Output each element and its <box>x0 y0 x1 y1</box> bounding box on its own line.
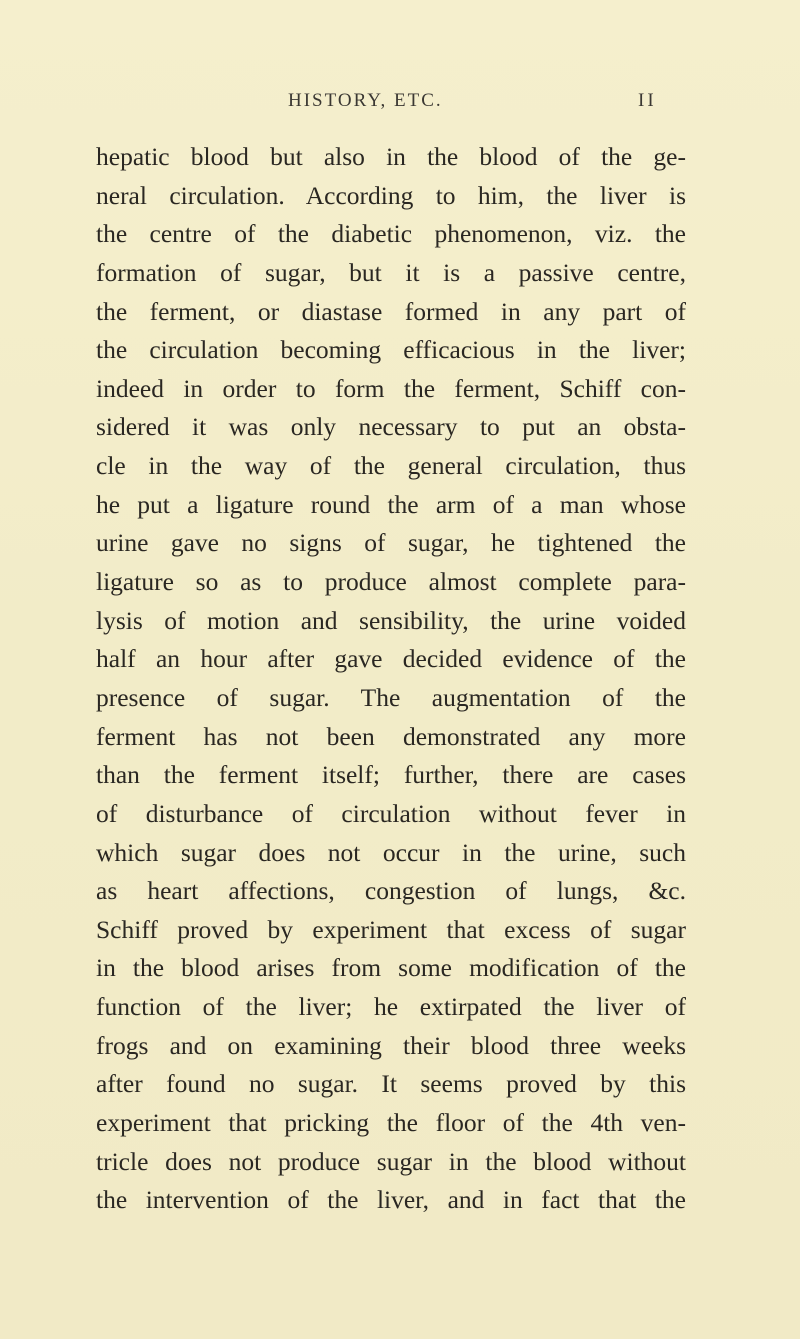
text-line: urine gave no signs of sugar, he tightened the <box>96 528 686 558</box>
text-line: the centre of the diabetic phenomenon, viz. the <box>96 219 686 249</box>
text-line: the ferment, or diastase formed in any part of <box>96 296 686 326</box>
text-line: after found no sugar. It seems proved by this <box>96 1069 686 1099</box>
text-line: the circulation becoming efficacious in the liver; <box>96 335 686 365</box>
text-line: lysis of motion and sensibility, the urine voided <box>96 605 686 635</box>
text-line: presence of sugar. The augmentation of the <box>96 682 686 712</box>
page-number: II <box>638 90 657 111</box>
text-line: indeed in order to form the ferment, Schiff con- <box>96 373 686 403</box>
text-line: frogs and on examining their blood three weeks <box>96 1030 686 1060</box>
text-line: function of the liver; he extirpated the liver of <box>96 992 686 1022</box>
text-line: ligature so as to produce almost complete para- <box>96 567 686 597</box>
text-line: neral circulation. According to him, the liver is <box>96 180 686 210</box>
text-line: Schiff proved by experiment that excess of sugar <box>96 914 686 944</box>
text-line: tricle does not produce sugar in the blood without <box>96 1146 686 1176</box>
text-line: as heart affections, congestion of lungs, &c. <box>96 876 686 906</box>
text-line: experiment that pricking the floor of the 4th ven- <box>96 1108 686 1138</box>
text-line: half an hour after gave decided evidence of the <box>96 644 686 674</box>
text-line: cle in the way of the general circulation, thus <box>96 451 686 481</box>
running-title: HISTORY, ETC. <box>288 90 443 111</box>
text-line: hepatic blood but also in the blood of the ge- <box>96 142 686 171</box>
text-line: which sugar does not occur in the urine, such <box>96 837 686 867</box>
body-text <box>96 138 686 1220</box>
text-line: formation of sugar, but it is a passive centre, <box>96 257 686 287</box>
text-line: he put a ligature round the arm of a man whose <box>96 489 686 519</box>
text-line: the intervention of the liver, and in fact that the <box>96 1185 686 1215</box>
text-line: ferment has not been demonstrated any more <box>96 721 686 751</box>
text-line: than the ferment itself; further, there are cases <box>96 760 686 790</box>
text-line: sidered it was only necessary to put an obsta- <box>96 412 686 442</box>
running-head <box>0 90 800 120</box>
text-line: of disturbance of circulation without fever in <box>96 798 686 828</box>
text-line: in the blood arises from some modification of the <box>96 953 686 983</box>
